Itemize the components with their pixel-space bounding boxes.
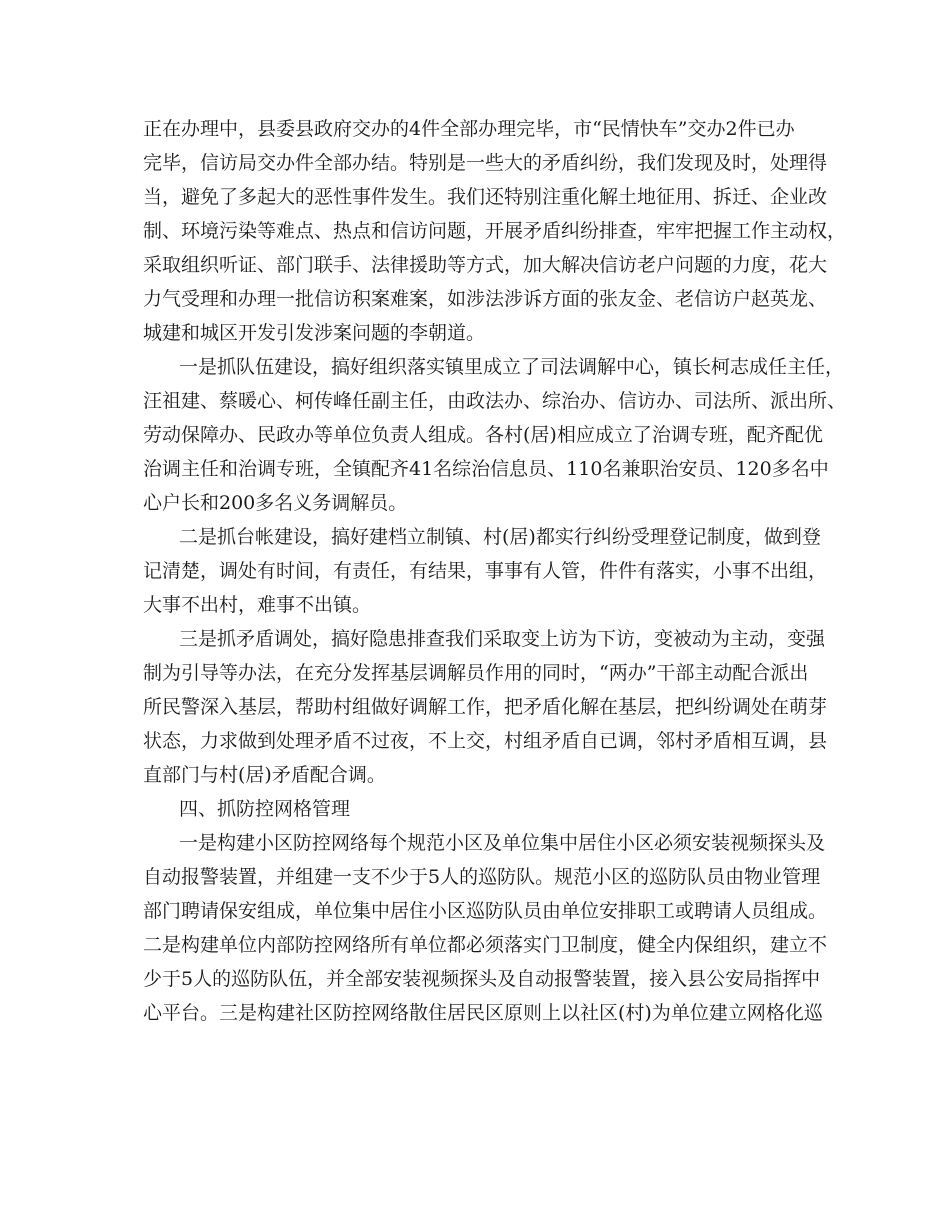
text-line: 正在办理中，县委县政府交办的4件全部办理完毕，市“民情快车”交办2件已办 (143, 118, 795, 140)
paragraph-first-line: 一是抓队伍建设，搞好组织落实镇里成立了司法调解中心，镇长柯志成任主任， (179, 356, 845, 378)
text-line: 部门聘请保安组成，单位集中居住小区巡防队员由单位安排职工或聘请人员组成。 (143, 900, 828, 922)
text-line: 城建和城区开发引发涉案问题的李朝道。 (143, 322, 486, 344)
text-line: 大事不出村，难事不出镇。 (143, 594, 372, 616)
text-line: 心户长和200多名义务调解员。 (143, 492, 408, 514)
paragraph-first-line: 一是构建小区防控网络每个规范小区及单位集中居住小区必须安装视频探头及 (179, 832, 826, 854)
text-line: 劳动保障办、民政办等单位负责人组成。各村(居)相应成立了治调专班，配齐配优 (143, 424, 823, 446)
paragraph-first-line: 三是抓矛盾调处，搞好隐患排查我们采取变上访为下访，变被动为主动，变强 (179, 628, 826, 650)
text-line: 少于5人的巡防队伍，并全部安装视频探头及自动报警装置，接入县公安局指挥中 (143, 968, 821, 990)
text-line: 二是构建单位内部防控网络所有单位都必须落实门卫制度，健全内保组织，建立不 (143, 934, 828, 956)
text-line: 制、环境污染等难点、热点和信访问题，开展矛盾纠纷排查，牢牢把握工作主动权， (143, 220, 847, 242)
paragraph-first-line: 二是抓台帐建设，搞好建档立制镇、村(居)都实行纠纷受理登记制度，做到登 (179, 526, 821, 548)
section-heading: 四、抓防控网格管理 (179, 798, 351, 820)
text-line: 制为引导等办法，在充分发挥基层调解员作用的同时，“两办”干部主动配合派出 (143, 662, 809, 684)
text-line: 心平台。三是构建社区防控网络散住居民区原则上以社区(村)为单位建立网格化巡 (143, 1002, 823, 1024)
text-line: 记清楚，调处有时间，有责任，有结果，事事有人管，件件有落实，小事不出组， (143, 560, 828, 582)
text-line: 力气受理和办理一批信访积案难案，如涉法涉诉方面的张友金、老信访户赵英龙、 (143, 288, 828, 310)
text-line: 状态，力求做到处理矛盾不过夜，不上交，村组矛盾自已调，邻村矛盾相互调，县 (143, 730, 828, 752)
text-line: 治调主任和治调专班，全镇配齐41名综治信息员、110名兼职治安员、120多名中 (143, 458, 829, 480)
text-line: 汪祖建、蔡暖心、柯传峰任副主任，由政法办、综治办、信访办、司法所、派出所、 (143, 390, 847, 412)
text-line: 采取组织听证、部门联手、法律援助等方式，加大解决信访老户问题的力度，花大 (143, 254, 828, 276)
text-line: 完毕，信访局交办件全部办结。特别是一些大的矛盾纠纷，我们发现及时，处理得 (143, 152, 828, 174)
text-line: 直部门与村(居)矛盾配合调。 (143, 764, 386, 786)
text-line: 自动报警装置，并组建一支不少于5人的巡防队。规范小区的巡防队员由物业管理 (143, 866, 821, 888)
text-line: 所民警深入基层，帮助村组做好调解工作，把矛盾化解在基层，把纠纷调处在萌芽 (143, 696, 828, 718)
text-line: 当，避免了多起大的恶性事件发生。我们还特别注重化解土地征用、拆迁、企业改 (143, 186, 828, 208)
